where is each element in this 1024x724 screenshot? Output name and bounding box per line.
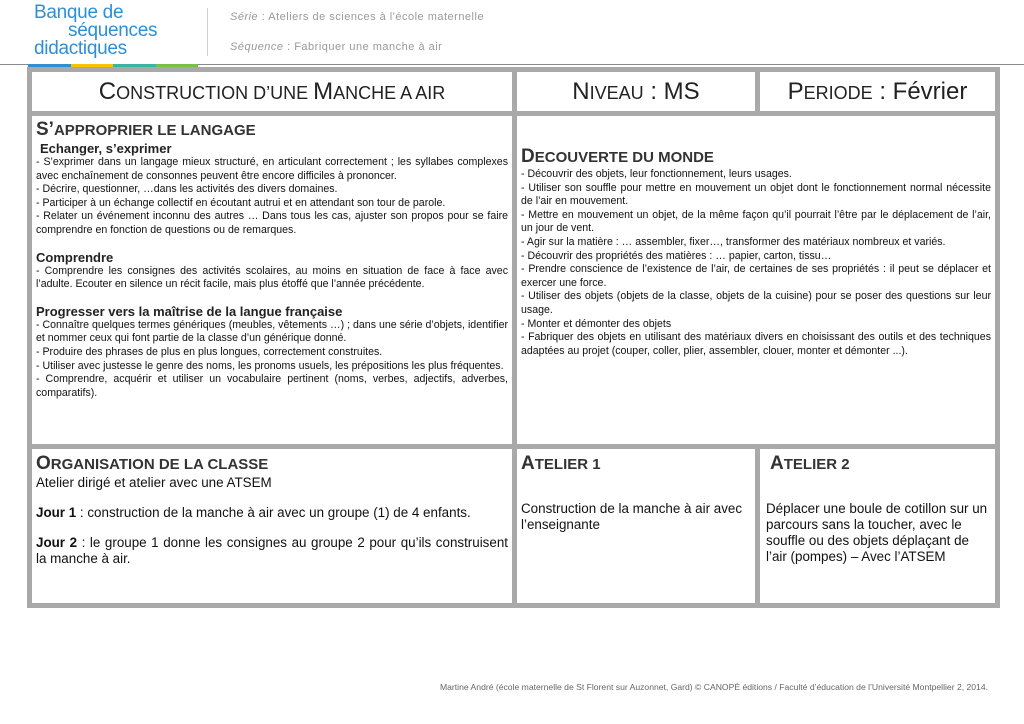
list-item: - Prendre conscience de l’existence de l’air, de certaines de ses propriétés : il peut se déplacer et exercer une force. [521,263,991,289]
atelier-1-title: ATELIER 1 [521,453,601,474]
list-item: - Fabriquer des objets en utilisant des matériaux divers en choisissant des outils et des techniques adaptées au projet (couper, coller, plier, assembler, clouer, monter et démonter ...). [521,331,991,357]
sequence-line [230,41,442,53]
periode-cell [760,72,995,111]
list-item: - S’exprimer dans un langage mieux structuré, en articulant correctement ; les syllabes complexes avec enchaînement de consonnes peuvent être encore difficiles à prononcer. [36,156,508,182]
monde-cell [517,116,995,444]
list-item: - Comprendre, acquérir et utiliser un vocabulaire pertinent (noms, verbes, adjectifs, adverbes, comparatifs). [36,373,508,399]
niveau-title: NIVEAU : MS [572,77,700,105]
list-item: - Produire des phrases de plus en plus longues, correctement construites. [36,345,383,358]
list-item: - Monter et démonter des objets [521,317,672,330]
organisation-title: ORGANISATION DE LA CLASSE [36,453,269,474]
sequence-value: : Fabriquer une manche à air [283,41,443,53]
header-divider [207,8,208,56]
construction-title: CONSTRUCTION D’UNE MANCHE A AIR [98,77,446,105]
list-item: - Agir sur la matière : … assembler, fixer…, transformer des matériaux nombreux et variés. [521,235,946,248]
atelier-1-text: Construction de la manche à air avec l’enseignante [521,501,743,532]
list-item: - Découvrir des propriétés des matières : … papier, carton, tissu… [521,249,832,262]
niveau-cell [517,72,755,111]
atelier-1-cell [517,449,755,603]
langage-cell [32,116,512,444]
list-item: - Utiliser des objets (objets de la classe, objets de la cuisine) pour se poser des questions sur leur usage. [521,290,991,316]
list-item: - Utiliser son souffle pour mettre en mouvement un objet dont le fonctionnement normal nécessite de l’air en mouvement. [521,181,991,208]
langage-list-progresser [36,319,508,401]
list-item: - Décrire, questionner, …dans les activités des divers domaines. [36,183,338,196]
langage-heading-comprendre: Comprendre [36,249,114,265]
construction-title-cell [32,72,512,111]
atelier-2-title: ATELIER 2 [770,453,850,474]
atelier-2-text: Déplacer une boule de cotillon sur un parcours sans la toucher, avec le souffle ou des objets déplaçant de l’air (pompes) – Avec l’ATSEM [766,501,988,564]
organisation-intro: Atelier dirigé et atelier avec une ATSEM [36,475,272,490]
langage-heading-progresser: Progresser vers la maîtrise de la langue française [36,303,343,319]
serie-value: : Ateliers de sciences à l'école maternelle [258,11,485,23]
atelier-2-cell [760,449,995,603]
list-item: - Découvrir des objets, leur fonctionnement, leurs usages. [521,168,792,180]
list-item: - Relater un événement inconnu des autres … Dans tous les cas, ajuster son propos pour se faire comprendre en fonction de questions ou de remarques. [36,210,508,236]
sequence-label: Séquence [230,41,284,53]
organisation-jour-1: Jour 1 : construction de la manche à air avec un groupe (1) de 4 enfants. [36,505,471,520]
list-item: - Mettre en mouvement un objet, de la même façon qu’il pourrait l’être par le déplacement de l’air, un jour de vent. [521,208,991,235]
serie-label: Série [230,11,259,23]
logo-line-1: Banque de [34,2,124,23]
langage-list-echanger [36,156,508,238]
serie-line [230,11,484,23]
logo-line-3: didactiques [34,38,127,59]
monde-list [521,168,991,358]
organisation-jour-2: Jour 2 : le groupe 1 donne les consignes au groupe 2 pour qu’ils construisent la manche à air. [36,535,508,566]
list-item: - Utiliser avec justesse le genre des noms, les pronoms usuels, les prépositions les plus fréquentes. [36,359,504,372]
list-item: - Participer à un échange collectif en écoutant autrui et en attendant son tour de parole. [36,196,446,209]
logo-line-2: séquences [68,20,158,41]
langage-title: S’APPROPRIER LE LANGAGE [36,119,256,140]
list-item: - Comprendre les consignes des activités scolaires, au moins en situation de face à face avec l’adulte. Ecouter en silence un récit facile, mais plus étoffé que l’année précédente. [36,264,508,291]
sequence-table [27,67,1000,608]
monde-title: DECOUVERTE DU MONDE [521,146,714,167]
organisation-cell [32,449,512,603]
logo [34,4,157,58]
langage-list-comprendre [36,265,508,292]
footer-credit: Martine André (école maternelle de St Florent sur Auzonnet, Gard) © CANOPÉ éditions / Faculté d’éducation de l’Université Montpellier 2, 2014. [439,682,988,692]
periode-title: PERIODE : Février [787,77,968,105]
langage-heading-echanger: Echanger, s’exprimer [40,141,172,156]
list-item: - Connaître quelques termes génériques (meubles, vêtements …) ; dans une série d’objets, identifier et nommer ceux qui font partie de la classe d’un générique donné. [36,318,508,345]
